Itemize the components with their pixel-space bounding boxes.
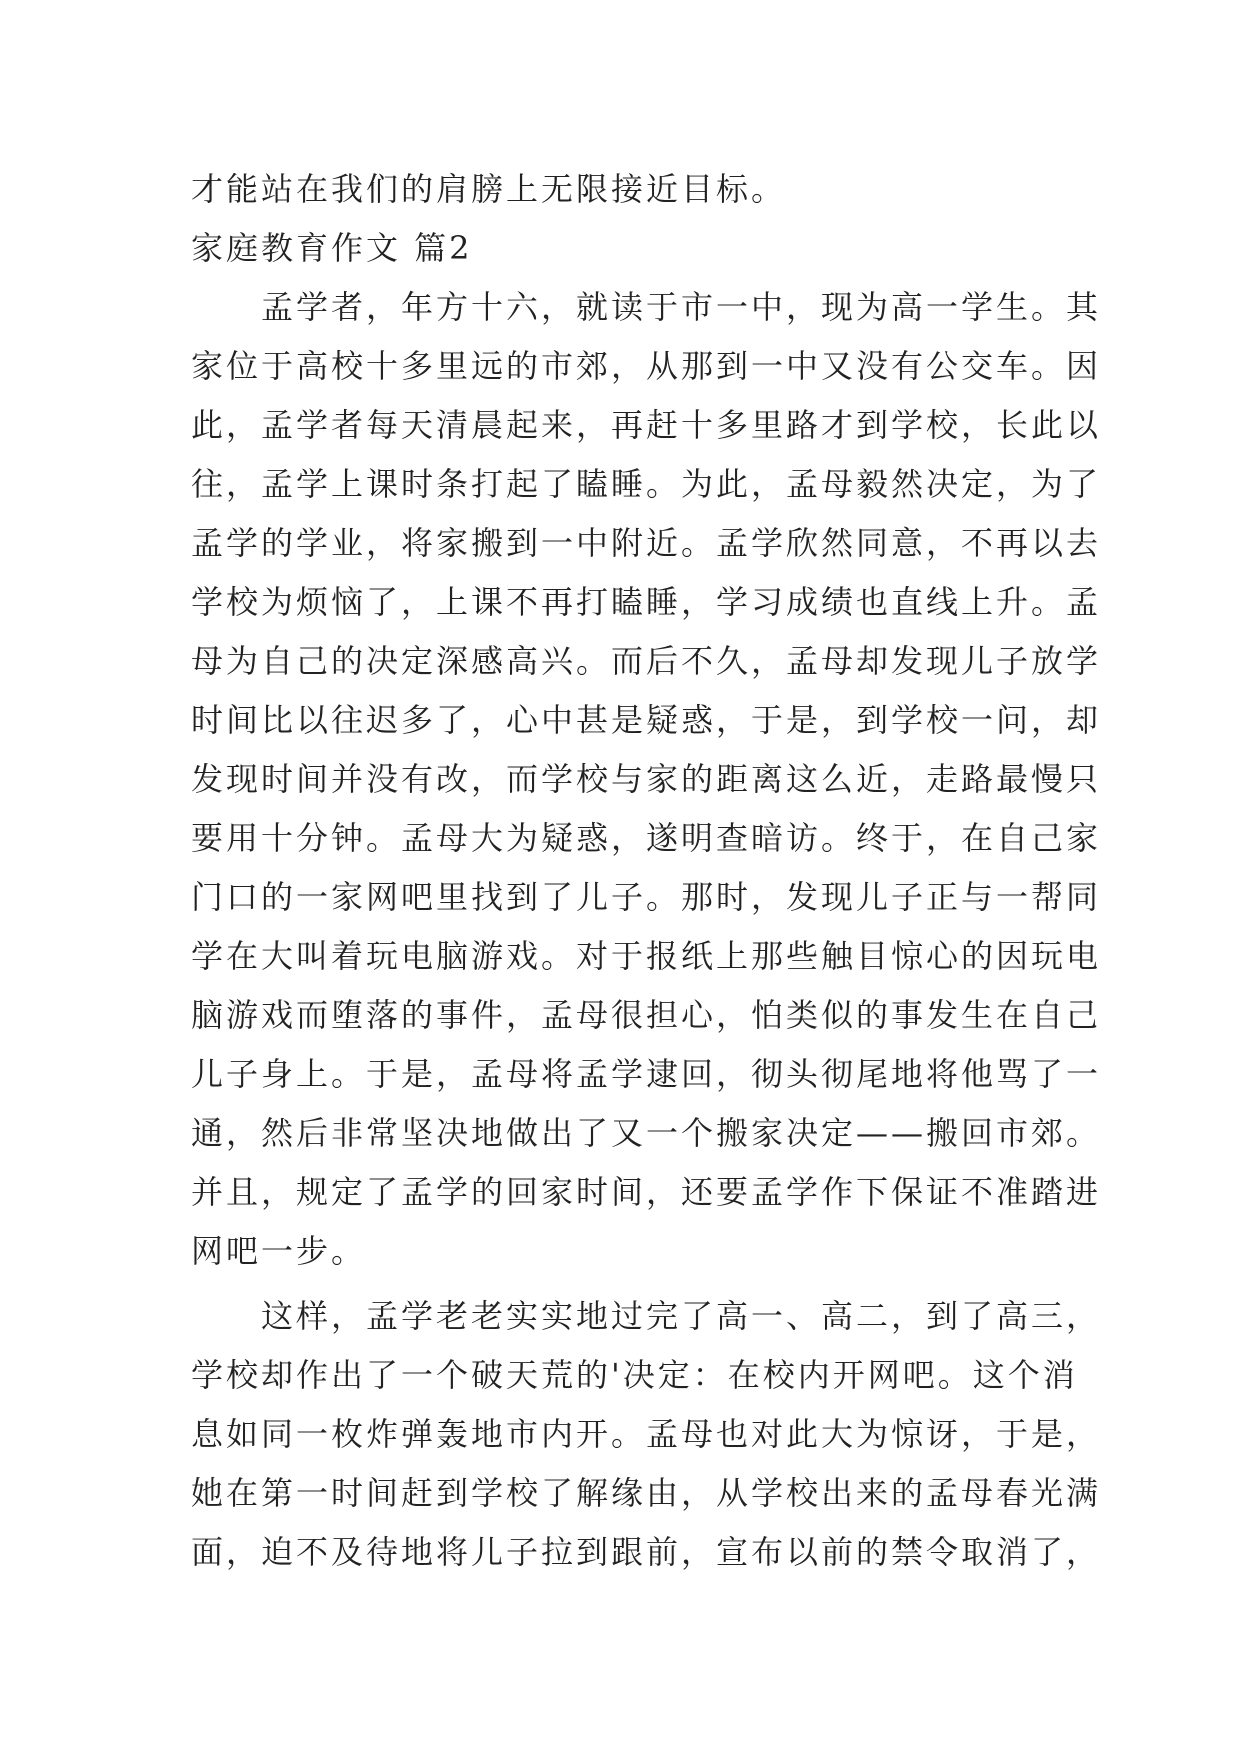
paragraph-line: 学在大叫着玩电脑游戏。对于报纸上那些触目惊心的因玩电 — [191, 937, 1102, 975]
paragraph-line: 儿子身上。于是，孟母将孟学逮回，彻头彻尾地将他骂了一 — [191, 1055, 1102, 1093]
paragraph-2 — [191, 1287, 1102, 1582]
paragraph-line: 面，迫不及待地将儿子拉到跟前，宣布以前的禁令取消了， — [191, 1533, 1102, 1571]
paragraph-1 — [191, 278, 1102, 1281]
paragraph-line: 学校为烦恼了，上课不再打瞌睡，学习成绩也直线上升。孟 — [191, 583, 1102, 621]
section-title: 家庭教育作文 篇2 — [191, 229, 473, 267]
paragraph-line: 通，然后非常坚决地做出了又一个搬家决定——搬回市郊。 — [191, 1114, 1102, 1152]
paragraph-line: 学校却作出了一个破天荒的'决定：在校内开网吧。这个消 — [191, 1356, 1078, 1394]
paragraph-line: 时间比以往迟多了，心中甚是疑惑，于是，到学校一问，却 — [191, 701, 1102, 739]
paragraph-line: 母为自己的决定深感高兴。而后不久，孟母却发现儿子放学 — [191, 642, 1102, 680]
paragraph-line: 息如同一枚炸弹轰地市内开。孟母也对此大为惊讶，于是， — [191, 1415, 1102, 1453]
document-body — [191, 160, 1102, 1582]
paragraph-line: 这样，孟学老老实实地过完了高一、高二，到了高三， — [191, 1297, 1102, 1335]
paragraph-line: 网吧一步。 — [191, 1232, 367, 1270]
paragraph-line: 孟学者，年方十六，就读于市一中，现为高一学生。其 — [191, 288, 1102, 326]
paragraph-line: 往，孟学上课时条打起了瞌睡。为此，孟母毅然决定，为了 — [191, 465, 1102, 503]
paragraph-line: 孟学的学业，将家搬到一中附近。孟学欣然同意，不再以去 — [191, 524, 1102, 562]
paragraph-line: 此，孟学者每天清晨起来，再赶十多里路才到学校，长此以 — [191, 406, 1102, 444]
paragraph-line: 发现时间并没有改，而学校与家的距离这么近，走路最慢只 — [191, 760, 1102, 798]
paragraph-line: 她在第一时间赶到学校了解缘由，从学校出来的孟母春光满 — [191, 1474, 1102, 1512]
paragraph-line: 家位于高校十多里远的市郊，从那到一中又没有公交车。因 — [191, 347, 1102, 385]
paragraph-line: 要用十分钟。孟母大为疑惑，遂明查暗访。终于，在自己家 — [191, 819, 1102, 857]
paragraph-line: 并且，规定了孟学的回家时间，还要孟学作下保证不准踏进 — [191, 1173, 1102, 1211]
paragraph-line: 脑游戏而堕落的事件，孟母很担心，怕类似的事发生在自己 — [191, 996, 1102, 1034]
intro-line: 才能站在我们的肩膀上无限接近目标。 — [191, 170, 787, 208]
paragraph-line: 门口的一家网吧里找到了儿子。那时，发现儿子正与一帮同 — [191, 878, 1102, 916]
